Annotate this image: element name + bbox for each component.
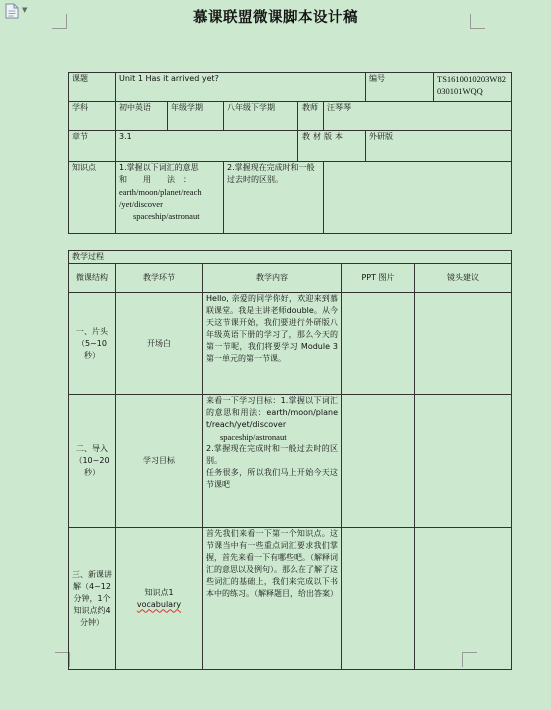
knowledge-point-2: 2.掌握现在完成时和一般过去时的区别。 — [224, 162, 324, 234]
row-3-step-line-1: 知识点1 — [144, 587, 174, 597]
knowledge-1-line-4: /yet/discover — [119, 199, 163, 209]
row-3-step — [116, 528, 203, 670]
header-ppt: PPT 图片 — [342, 264, 415, 293]
topic-value: Unit 1 Has it arrived yet? — [116, 73, 366, 102]
row-3-camera — [415, 528, 512, 670]
row-3-content: 首先我们来看一下第一个知识点。这节课当中有一些重点词汇要求我们掌握，首先来看一下有哪些吧。（解释词汇的意思以及例句）。那么在了解了这些词汇的基础上，我们来完成以下书本中的练习。（解释题目，给出答案） — [203, 528, 342, 670]
dropdown-arrow-icon[interactable]: ▼ — [22, 6, 28, 14]
knowledge-1-line-5: spaceship/astronaut — [133, 211, 200, 221]
row-2-content-goals: 来看一下学习目标：1.掌握以下词汇的意思和用法：earth/moon/planet/reach/yet/discover — [206, 396, 338, 429]
teaching-process-title: 教学过程 — [69, 251, 512, 264]
teacher-label: 教师 — [298, 102, 324, 131]
knowledge-1-line-2: 和 用 法 ： — [119, 175, 191, 184]
row-2-content-grammar: 2.掌握现在完成时和一般过去时的区别。 — [206, 444, 338, 465]
header-step: 教学环节 — [116, 264, 203, 293]
row-2-content-start: 任务很多，所以我们马上开始今天这节课吧 — [206, 468, 338, 489]
header-structure: 微课结构 — [69, 264, 116, 293]
code-label: 编号 — [366, 73, 434, 102]
lesson-info-table — [68, 72, 512, 234]
row-2-step: 学习目标 — [116, 395, 203, 528]
row-3-structure: 三、新课讲解（4~12分钟，1个知识点约4分钟） — [69, 528, 116, 670]
code-value: TS1610010203W82030101WQQ — [434, 73, 512, 102]
row-1-camera — [415, 293, 512, 395]
row-1-structure: 一、片头（5~10秒） — [69, 293, 116, 395]
row-3-ppt — [342, 528, 415, 670]
teacher-value: 汪琴琴 — [324, 102, 512, 131]
teaching-process-table — [68, 250, 512, 670]
row-1-step: 开场白 — [116, 293, 203, 395]
row-2-camera — [415, 395, 512, 528]
header-camera: 镜头建议 — [415, 264, 512, 293]
row-2-structure: 二、导入（10~20秒） — [69, 395, 116, 528]
subject-label: 学科 — [69, 102, 116, 131]
knowledge-label: 知识点 — [69, 162, 116, 234]
subject-value: 初中英语 — [116, 102, 168, 131]
knowledge-blank — [324, 162, 512, 234]
semester-label: 年级学期 — [168, 102, 224, 131]
textbook-value: 外研版 — [366, 131, 512, 162]
semester-value: 八年级下学期 — [224, 102, 298, 131]
textbook-label: 教材版本 — [298, 131, 366, 162]
row-2-ppt — [342, 395, 415, 528]
row-2-content — [203, 395, 342, 528]
topic-label: 课题 — [69, 73, 116, 102]
row-3-step-line-2: vocabulary — [136, 599, 182, 609]
chapter-label: 章节 — [69, 131, 116, 162]
row-1-content: Hello, 亲爱的同学你好，欢迎来到慕联课堂。我是主讲老师double。从今天这节课开始，我们要进行外研版八年级英语下册的学习了，那么今天的第一节呢，我们将要学习 Module 3 第一单元的第一节课。 — [203, 293, 342, 395]
chapter-value: 3.1 — [116, 131, 298, 162]
document-title: 慕课联盟微课脚本设计稿 — [193, 10, 358, 26]
header-content: 教学内容 — [203, 264, 342, 293]
row-1-ppt — [342, 293, 415, 395]
row-2-content-words: spaceship/astronaut — [220, 432, 287, 442]
knowledge-point-1 — [116, 162, 224, 234]
knowledge-1-line-1: 1.掌握以下词汇的意思 — [119, 163, 199, 172]
knowledge-1-line-3: earth/moon/planet/reach — [119, 187, 202, 197]
